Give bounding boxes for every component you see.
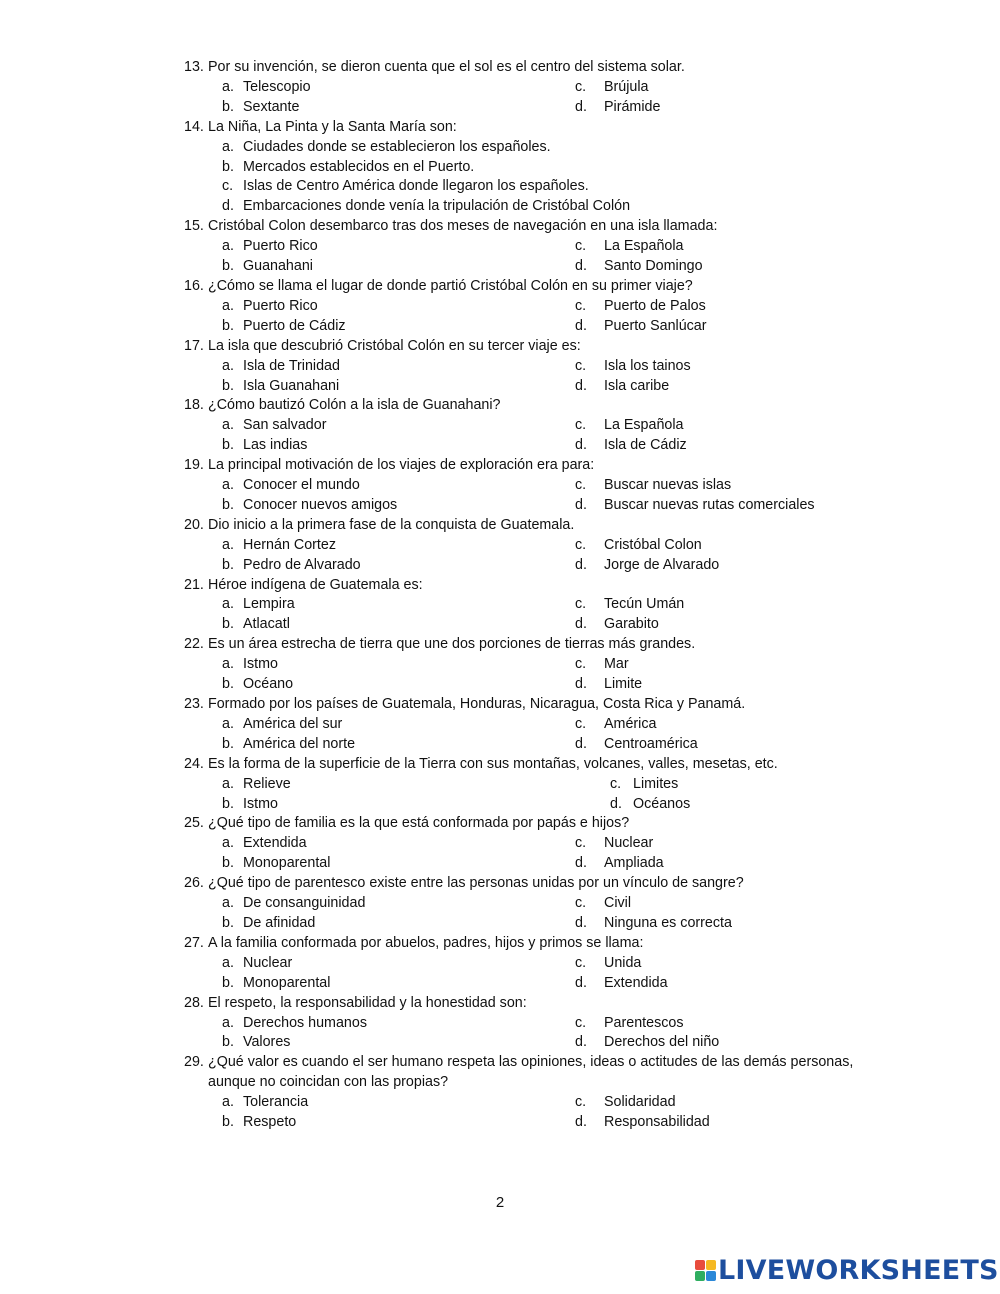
option-letter: d. [575, 317, 587, 334]
option-letter: a. [222, 895, 234, 912]
answer-option [184, 138, 874, 158]
option-letter: d. [575, 1034, 587, 1051]
answer-row [184, 377, 874, 397]
question-item [184, 396, 874, 456]
option-text: Puerto Rico [243, 297, 318, 314]
option-text: Cristóbal Colon [604, 536, 702, 553]
answer-row [184, 954, 874, 974]
option-text: Sextante [243, 98, 300, 115]
answer-row [184, 914, 874, 934]
option-letter: d. [575, 914, 587, 931]
question-item [184, 934, 874, 994]
option-letter: b. [222, 158, 234, 175]
option-letter: a. [222, 477, 234, 494]
option-text: Extendida [243, 835, 307, 852]
option-text: Santo Domingo [604, 258, 703, 275]
option-letter: c. [575, 715, 587, 732]
question-item [184, 516, 874, 576]
option-text: San salvador [243, 417, 327, 434]
option-text: De afinidad [243, 914, 316, 931]
option-text: Monoparental [243, 974, 331, 991]
option-text: Buscar nuevas islas [604, 477, 732, 494]
option-text: Brújula [604, 78, 649, 95]
option-letter: b. [222, 1034, 234, 1051]
option-text: Embarcaciones donde venía la tripulación de Cristóbal Colón [243, 198, 631, 215]
question-stem [184, 396, 874, 416]
question-text: Dio inicio a la primera fase de la conquista de Guatemala. [208, 516, 575, 533]
option-letter: c. [575, 835, 587, 852]
option-letter: a. [222, 1094, 234, 1111]
option-letter: b. [222, 556, 234, 573]
question-number: 20. [184, 516, 204, 533]
question-number: 18. [184, 397, 204, 414]
option-letter: b. [222, 616, 234, 633]
option-letter: c. [575, 357, 587, 374]
option-letter: b. [222, 974, 234, 991]
question-text: A la familia conformada por abuelos, padres, hijos y primos se llama: [208, 934, 644, 951]
answer-row [184, 1093, 874, 1113]
option-letter: b. [222, 795, 234, 812]
answer-row [184, 416, 874, 436]
option-letter: b. [222, 98, 234, 115]
option-text: La Española [604, 238, 684, 255]
question-number: 19. [184, 457, 204, 474]
option-letter: b. [222, 1114, 234, 1131]
question-number: 23. [184, 696, 204, 712]
question-stem [184, 58, 874, 78]
liveworksheets-wordmark: LIVEWORKSHEETS [718, 1254, 999, 1286]
option-letter: b. [222, 676, 234, 693]
question-number: 28. [184, 994, 204, 1011]
question-item [184, 217, 874, 277]
option-text: Océano [243, 676, 294, 693]
question-text: Por su invención, se dieron cuenta que el sol es el centro del sistema solar. [208, 59, 685, 75]
answer-row [184, 357, 874, 377]
question-text: ¿Qué tipo de familia es la que está conformada por papás e hijos? [208, 815, 630, 832]
option-letter: a. [222, 954, 234, 971]
option-letter: c. [575, 536, 587, 553]
option-text: Derechos humanos [243, 1014, 367, 1031]
option-letter: d. [575, 437, 587, 454]
question-text: Héroe indígena de Guatemala es: [208, 576, 423, 593]
option-text: Responsabilidad [604, 1114, 710, 1131]
option-letter: d. [575, 258, 587, 275]
option-letter: c. [575, 895, 587, 912]
answer-row [184, 675, 874, 695]
answer-row [184, 78, 874, 98]
option-text: Relieve [243, 775, 291, 792]
answer-row [184, 237, 874, 257]
question-number: 25. [184, 815, 204, 832]
option-letter: c. [575, 596, 587, 613]
question-text: La Niña, La Pinta y la Santa María son: [208, 118, 457, 135]
question-stem [184, 994, 874, 1014]
question-text: Cristóbal Colon desembarco tras dos meses de navegación en una isla llamada: [208, 218, 718, 235]
option-text: Guanahani [243, 258, 313, 275]
liveworksheets-logo [694, 1254, 999, 1286]
option-letter: d. [575, 496, 587, 513]
option-letter: a. [222, 78, 234, 95]
option-letter: d. [575, 556, 587, 573]
option-text: Puerto de Cádiz [243, 317, 346, 334]
question-number: 22. [184, 636, 204, 653]
option-text: Las indias [243, 437, 308, 454]
option-text: Telescopio [243, 78, 311, 95]
option-text: Ampliada [604, 855, 664, 872]
question-stem [184, 814, 874, 834]
answer-row [184, 715, 874, 735]
answer-row [184, 536, 874, 556]
question-number: 21. [184, 576, 204, 593]
option-text: Limites [633, 775, 679, 792]
option-text: Hernán Cortez [243, 536, 336, 553]
option-text: Mar [604, 656, 629, 673]
option-text: Tecún Umán [604, 596, 685, 613]
option-letter: c. [575, 297, 587, 314]
answer-row [184, 1014, 874, 1034]
answer-row [184, 854, 874, 874]
option-text: Garabito [604, 616, 659, 633]
option-text: Valores [243, 1034, 291, 1051]
question-stem [184, 874, 874, 894]
question-number: 14. [184, 118, 204, 135]
option-letter: b. [222, 317, 234, 334]
option-text: Centroamérica [604, 735, 698, 752]
option-letter: c. [575, 238, 587, 255]
option-letter: a. [222, 835, 234, 852]
page-number: 2 [495, 1194, 505, 1211]
option-text: Conocer nuevos amigos [243, 496, 398, 513]
question-stem [184, 337, 874, 357]
option-letter: a. [222, 1014, 234, 1031]
option-text: Tolerancia [243, 1094, 309, 1111]
question-text: ¿Qué tipo de parentesco existe entre las personas unidas por un vínculo de sangre? [208, 875, 744, 892]
question-item [184, 635, 874, 695]
answer-row [184, 735, 874, 755]
question-stem [184, 118, 874, 138]
question-text: ¿Qué valor es cuando el ser humano respeta las opiniones, ideas o actitudes de las demás personas, aunque no coincidan con las propias? [208, 1054, 854, 1091]
option-text: Jorge de Alvarado [604, 556, 720, 573]
option-text: Ninguna es correcta [604, 914, 732, 931]
option-letter: a. [222, 357, 234, 374]
question-text: ¿Cómo se llama el lugar de donde partió Cristóbal Colón en su primer viaje? [208, 277, 693, 294]
answer-row [184, 795, 874, 815]
option-text: Conocer el mundo [243, 477, 360, 494]
option-text: Derechos del niño [604, 1034, 720, 1051]
worksheet-questions [184, 58, 874, 1133]
option-text: América del sur [243, 715, 343, 732]
answer-row [184, 1113, 874, 1133]
option-letter: b. [222, 437, 234, 454]
question-text: Formado por los países de Guatemala, Honduras, Nicaragua, Costa Rica y Panamá. [208, 696, 746, 712]
question-stem [184, 217, 874, 237]
liveworksheets-logo-icon [694, 1259, 716, 1281]
option-letter: d. [575, 676, 587, 693]
question-stem [184, 695, 874, 715]
option-letter: a. [222, 536, 234, 553]
answer-row [184, 98, 874, 118]
question-text: El respeto, la responsabilidad y la honestidad son: [208, 994, 527, 1011]
option-text: Istmo [243, 656, 278, 673]
answer-row [184, 834, 874, 854]
answer-option [184, 197, 874, 217]
option-letter: b. [222, 735, 234, 752]
option-text: Puerto Rico [243, 238, 318, 255]
option-text: Ciudades donde se establecieron los españoles. [243, 138, 551, 155]
option-letter: d. [575, 1114, 587, 1131]
option-text: Buscar nuevas rutas comerciales [604, 496, 815, 513]
option-letter: d. [575, 377, 587, 394]
answer-row [184, 436, 874, 456]
option-text: Isla de Cádiz [604, 437, 687, 454]
option-letter: c. [575, 477, 587, 494]
option-text: Lempira [243, 596, 295, 613]
question-number: 24. [184, 755, 204, 772]
question-stem [184, 576, 874, 596]
option-text: Nuclear [604, 835, 654, 852]
question-item [184, 1053, 874, 1133]
question-stem [184, 635, 874, 655]
option-letter: a. [222, 715, 234, 732]
option-letter: b. [222, 855, 234, 872]
option-letter: a. [222, 596, 234, 613]
question-item [184, 58, 874, 118]
option-letter: c. [575, 1014, 587, 1031]
option-letter: d. [575, 98, 587, 115]
answer-option [184, 158, 874, 178]
question-stem [184, 934, 874, 954]
question-stem [184, 516, 874, 536]
option-text: Isla los tainos [604, 357, 691, 374]
option-letter: a. [222, 138, 234, 155]
answer-row [184, 775, 874, 795]
answer-row [184, 974, 874, 994]
option-letter: c. [575, 78, 587, 95]
option-text: Pirámide [604, 98, 661, 115]
option-letter: c. [222, 178, 234, 195]
option-text: Nuclear [243, 954, 293, 971]
option-text: Extendida [604, 974, 668, 991]
option-text: Parentescos [604, 1014, 684, 1031]
question-number: 16. [184, 277, 204, 294]
option-letter: d. [575, 616, 587, 633]
answer-row [184, 1033, 874, 1053]
option-text: De consanguinidad [243, 895, 366, 912]
question-stem [184, 755, 874, 775]
option-text: Pedro de Alvarado [243, 556, 361, 573]
option-letter: c. [610, 775, 622, 792]
question-text: La isla que descubrió Cristóbal Colón en su tercer viaje es: [208, 337, 581, 354]
option-letter: a. [222, 297, 234, 314]
option-text: Isla caribe [604, 377, 670, 394]
option-text: Isla de Trinidad [243, 357, 340, 374]
answer-row [184, 615, 874, 635]
option-letter: c. [575, 1094, 587, 1111]
question-text: Es la forma de la superficie de la Tierra con sus montañas, volcanes, valles, mesetas, etc. [208, 755, 778, 772]
option-letter: d. [575, 974, 587, 991]
question-item [184, 337, 874, 397]
answer-row [184, 257, 874, 277]
question-stem [184, 456, 874, 476]
question-item [184, 994, 874, 1054]
question-stem [184, 1053, 874, 1093]
question-item [184, 755, 874, 815]
answer-row [184, 476, 874, 496]
option-text: Puerto de Palos [604, 297, 706, 314]
question-item [184, 576, 874, 636]
answer-row [184, 595, 874, 615]
question-item [184, 874, 874, 934]
option-text: América [604, 715, 657, 732]
option-text: Atlacatl [243, 616, 290, 633]
answer-row [184, 496, 874, 516]
option-letter: b. [222, 258, 234, 275]
question-item [184, 814, 874, 874]
option-text: Solidaridad [604, 1094, 676, 1111]
option-letter: b. [222, 496, 234, 513]
answer-row [184, 655, 874, 675]
question-text: La principal motivación de los viajes de exploración era para: [208, 457, 595, 474]
option-text: Mercados establecidos en el Puerto. [243, 158, 475, 175]
option-letter: c. [575, 417, 587, 434]
option-letter: c. [575, 954, 587, 971]
option-letter: a. [222, 238, 234, 255]
option-letter: c. [575, 656, 587, 673]
question-number: 17. [184, 337, 204, 354]
answer-row [184, 297, 874, 317]
answer-row [184, 894, 874, 914]
question-text: Es un área estrecha de tierra que une dos porciones de tierras más grandes. [208, 636, 696, 653]
option-text: La Española [604, 417, 684, 434]
option-letter: b. [222, 377, 234, 394]
option-letter: d. [610, 795, 622, 812]
question-number: 27. [184, 934, 204, 951]
option-text: Océanos [633, 795, 691, 812]
option-text: Islas de Centro América donde llegaron los españoles. [243, 178, 589, 195]
option-text: Puerto Sanlúcar [604, 317, 707, 334]
option-text: Civil [604, 895, 632, 912]
option-letter: d. [222, 198, 234, 215]
question-item [184, 118, 874, 218]
option-letter: d. [575, 735, 587, 752]
option-letter: a. [222, 775, 234, 792]
question-number: 13. [184, 59, 204, 75]
question-item [184, 277, 874, 337]
answer-row [184, 317, 874, 337]
option-text: Monoparental [243, 855, 331, 872]
question-number: 29. [184, 1054, 204, 1071]
option-letter: a. [222, 656, 234, 673]
question-text: ¿Cómo bautizó Colón a la isla de Guanahani? [208, 397, 501, 414]
answer-option [184, 177, 874, 197]
option-text: Limite [604, 676, 643, 693]
option-text: Unida [604, 954, 642, 971]
question-item [184, 695, 874, 755]
question-item [184, 456, 874, 516]
option-letter: d. [575, 855, 587, 872]
option-text: Istmo [243, 795, 278, 812]
answer-row [184, 556, 874, 576]
option-letter: a. [222, 417, 234, 434]
option-text: América del norte [243, 735, 356, 752]
question-number: 26. [184, 875, 204, 892]
option-letter: b. [222, 914, 234, 931]
option-text: Isla Guanahani [243, 377, 340, 394]
question-number: 15. [184, 218, 204, 235]
question-stem [184, 277, 874, 297]
option-text: Respeto [243, 1114, 297, 1131]
